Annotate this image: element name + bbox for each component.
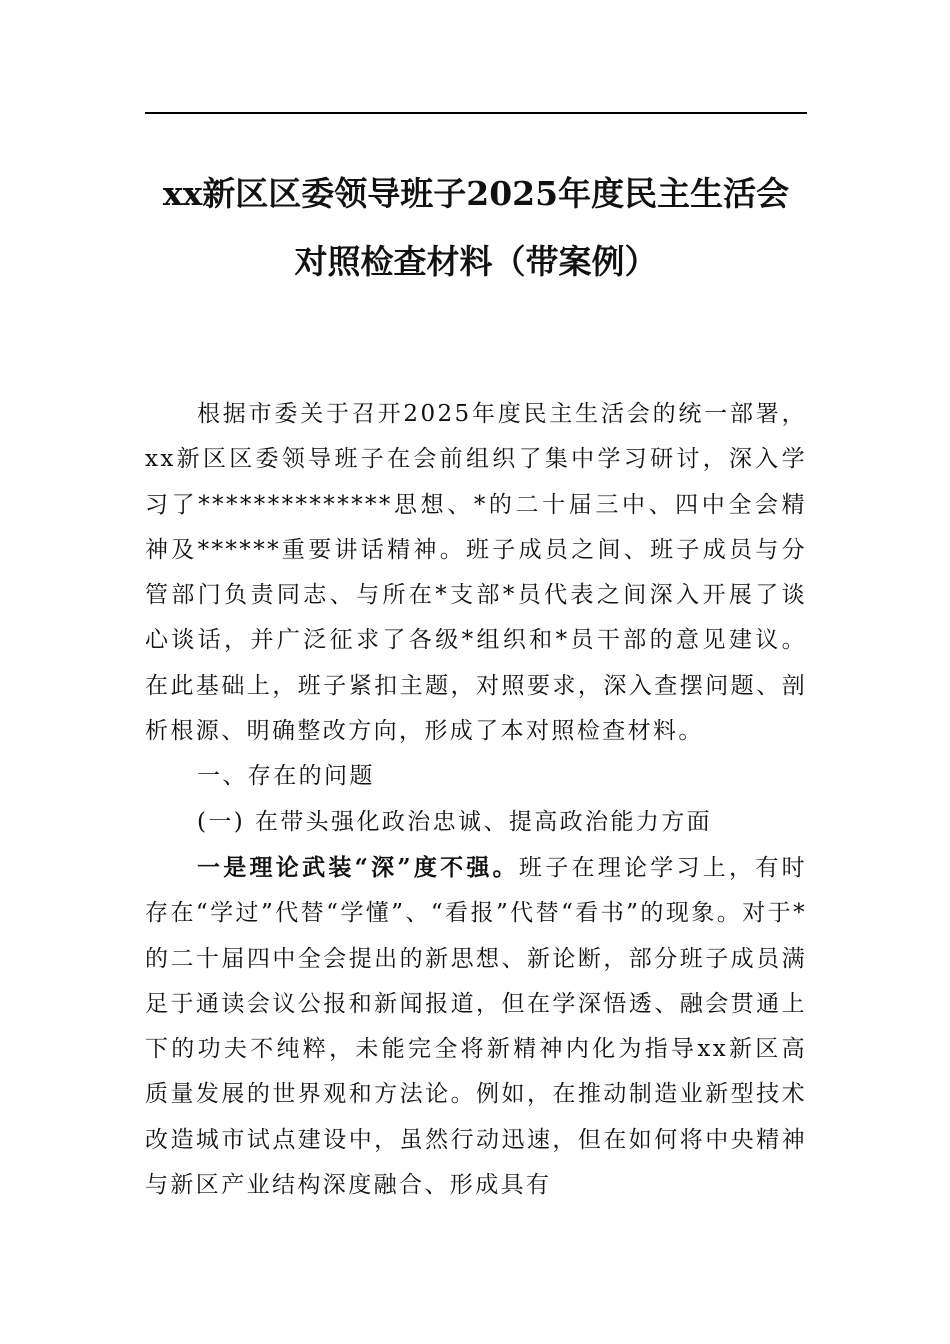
subsection-heading: (一) 在带头强化政治忠诚、提高政治能力方面 [197,808,713,835]
section-heading: 一、存在的问题 [197,763,375,790]
intro-paragraph: 根据市委关于召开2025年度民主生活会的统一部署，xx新区区委领导班子在会前组织了集中学习研讨，深入学习了**************思想、*的二十届三中、四中全会精神及******重要讲话精神。班子成员之间、班子成员与分管部门负责同志、与所在*支部*员代表之间深入开展了谈心谈话，并广泛征求了各级*组织和*员干部的意见建议。在此基础上，班子紧扣主题，对照要求，深入查摆问题、剖析根源、明确整改方向，形成了本对照检查材料。 [145,401,807,745]
document-title-line2: 对照检查材料（带案例） [294,242,658,281]
header-rule [145,112,807,114]
problem-lead: 一是理论武装“深”度不强。 [197,853,519,881]
problem-text: 班子在理论学习上，有时存在“学过”代替“学懂”、“看报”代替“看书”的现象。对于*的二十届四中全会提出的新思想、新论断，部分班子成员满足于通读会议公报和新闻报道，但在学深悟透、融会贯通上下的功夫不纯粹，未能完全将新精神内化为指导xx新区高质量发展的世界观和方法论。例如，在推动制造业新型技术改造城市试点建设中，虽然行动迅速，但在如何将中央精神与新区产业结构深度融合、形成具有 [145,854,807,1199]
document-body [145,392,807,1208]
problem-paragraph [145,845,807,1208]
document-title-line1: xx新区区委领导班子2025年度民主生活会 [162,174,790,213]
